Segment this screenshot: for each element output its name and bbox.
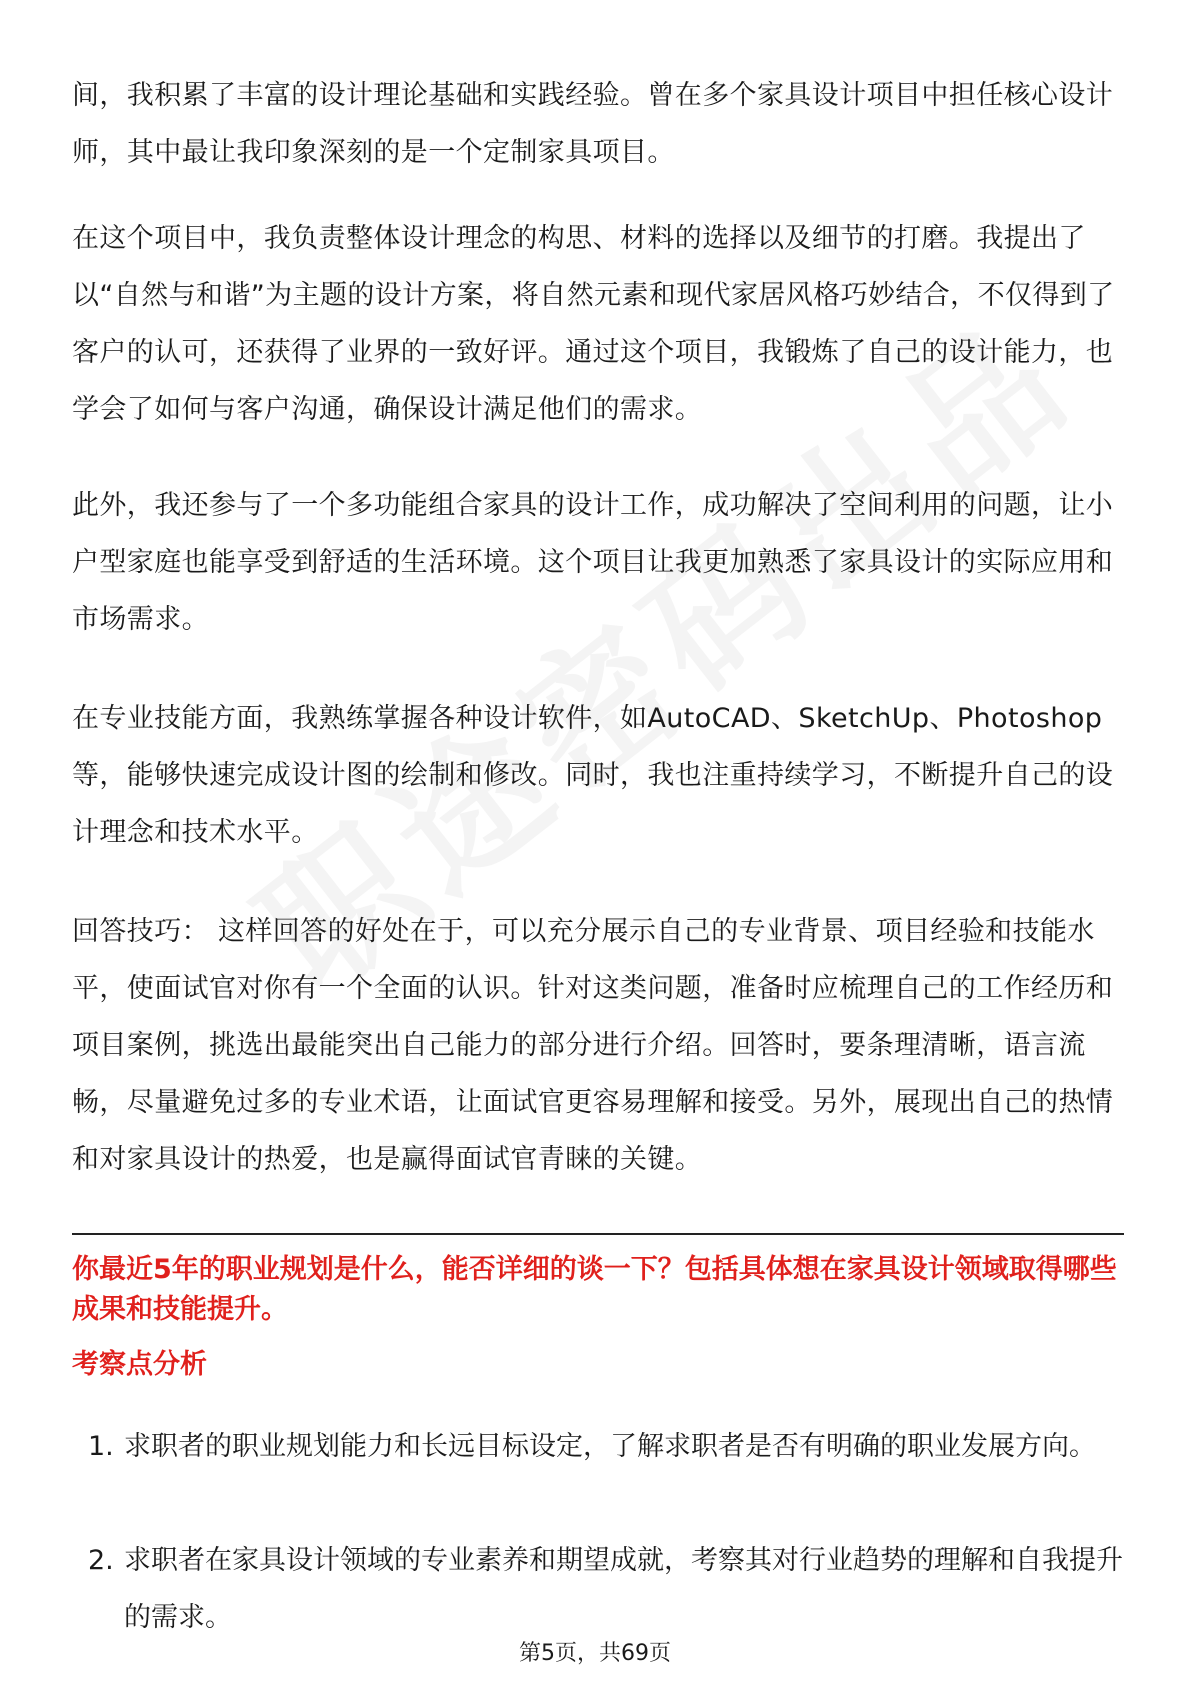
list-item xyxy=(72,1532,1124,1646)
list-item-number: 2. xyxy=(88,1545,114,1576)
paragraph-answer-tips: 回答技巧： 这样回答的好处在于，可以充分展示自己的专业背景、项目经验和技能水平，使面试官对你有一个全面的认识。针对这类问题，准备时应梳理自己的工作经历和项目案例，挑选出最能突出自己能力的部分进行介绍。回答时，要条理清晰，语言流畅，尽量避免过多的专业术语，让面试官更容易理解和接受。另外，展现出自己的热情和对家具设计的热爱，也是赢得面试官青睐的关键。 xyxy=(72,916,1114,1175)
analysis-title: 考察点分析 xyxy=(72,1349,207,1380)
interview-question: 你最近5年的职业规划是什么，能否详细的谈一下？包括具体想在家具设计领域取得哪些成果和技能提升。 xyxy=(72,1254,1117,1325)
paragraph-multifunction: 此外，我还参与了一个多功能组合家具的设计工作，成功解决了空间利用的问题，让小户型家庭也能享受到舒适的生活环境。这个项目让我更加熟悉了家具设计的实际应用和市场需求。 xyxy=(72,490,1114,635)
page-number: 第5页，共69页 xyxy=(519,1641,671,1666)
list-item-text: 求职者在家具设计领域的专业素养和期望成就，考察其对行业趋势的理解和自我提升的需求。 xyxy=(124,1545,1123,1633)
list-item-text: 求职者的职业规划能力和长远目标设定，了解求职者是否有明确的职业发展方向。 xyxy=(124,1431,1096,1462)
list-item-number: 1. xyxy=(88,1431,114,1462)
paragraph-project: 在这个项目中，我负责整体设计理念的构思、材料的选择以及细节的打磨。我提出了以“自然与和谐”为主题的设计方案，将自然元素和现代家居风格巧妙结合，不仅得到了客户的认可，还获得了业界的一致好评。通过这个项目，我锻炼了自己的设计能力，也学会了如何与客户沟通，确保设计满足他们的需求。 xyxy=(72,223,1115,425)
paragraph-skills: 在专业技能方面，我熟练掌握各种设计软件，如AutoCAD、SketchUp、Photoshop等，能够快速完成设计图的绘制和修改。同时，我也注重持续学习，不断提升自己的设计理念和技术水平。 xyxy=(72,703,1114,848)
list-item xyxy=(72,1418,1124,1475)
paragraph-experience: 间，我积累了丰富的设计理论基础和实践经验。曾在多个家具设计项目中担任核心设计师，其中最让我印象深刻的是一个定制家具项目。 xyxy=(72,80,1114,168)
section-divider xyxy=(72,1233,1124,1235)
